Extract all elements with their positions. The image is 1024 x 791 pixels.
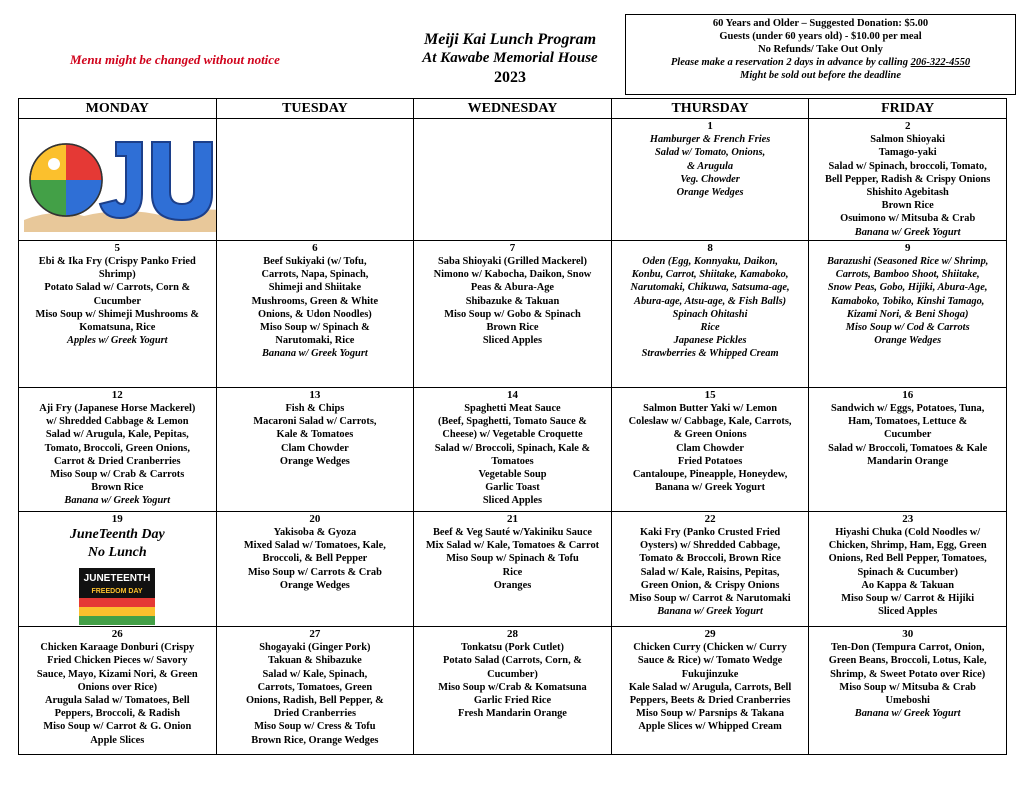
day-cell: [19, 240, 217, 387]
menu-item: Kamaboko, Tobiko, Kinshi Tamago,: [830, 295, 985, 307]
menu-item: Mixed Salad w/ Tomatoes, Kale,: [243, 540, 386, 552]
program-location: At Kawabe Memorial House: [422, 50, 598, 66]
menu-item: Beef & Veg Sauté w/Yakiniku Sauce: [432, 527, 593, 539]
menu-item: Miso Soup w/ Cress & Tofu: [254, 721, 376, 733]
day-cell: [809, 387, 1007, 511]
menu-item: Salmon Shioyaki: [870, 134, 946, 146]
menu-item: Potato Salad w/ Carrots, Corn &: [44, 282, 191, 294]
june-letters: [100, 142, 216, 220]
day-number: 28: [506, 628, 518, 641]
day-cell: [414, 240, 612, 387]
menu-item: Clam Chowder: [280, 442, 349, 454]
menu-item: Barazushi (Seasoned Rice w/ Shrimp,: [826, 256, 989, 268]
menu-item: Arugula Salad w/ Tomatoes, Bell: [44, 695, 190, 707]
menu-item: Shibazuke & Takuan: [465, 295, 560, 307]
day-cell: [414, 119, 612, 241]
menu-item: Yakisoba & Gyoza: [273, 527, 357, 539]
day-cell: [216, 240, 414, 387]
reservation-text: Please make a reservation 2 days in advance by calling: [670, 57, 911, 68]
menu-item: Green Beans, Broccoli, Lotus, Kale,: [828, 655, 987, 667]
menu-item-dessert: Banana w/ Greek Yogurt: [262, 348, 368, 360]
menu-item: Shrimp): [98, 269, 136, 281]
menu-item: Orange Wedges: [676, 187, 744, 199]
menu-item: Tomato, Broccoli, Green Onions,: [44, 442, 190, 454]
menu-item: Tomato & Broccoli, Brown Rice: [639, 553, 781, 565]
menu-item: Salad w/ Broccoli, Spinach, Kale &: [434, 442, 591, 454]
menu-item: Vegetable Soup: [478, 469, 547, 481]
menu-item: Sandwich w/ Eggs, Potatoes, Tuna,: [831, 403, 985, 415]
weekday-header: FRIDAY: [809, 99, 1007, 119]
weekday-header: MONDAY: [19, 99, 217, 119]
menu-item: Banana w/ Greek Yogurt: [655, 482, 766, 494]
menu-item: Apple Slices: [90, 734, 145, 746]
menu-item: Konbu, Carrot, Shiitake, Kamaboko,: [631, 269, 789, 281]
menu-item: Green Onion, & Crispy Onions: [640, 579, 780, 591]
menu-item: Miso Soup w/ Mitsuba & Crab: [839, 681, 976, 693]
menu-item: Tonkatsu (Pork Cutlet): [461, 642, 564, 654]
day-cell: [414, 627, 612, 755]
menu-item: Spaghetti Meat Sauce: [464, 403, 561, 415]
day-number: 16: [902, 388, 914, 401]
menu-item: Miso Soup w/ Parsnips & Takana: [636, 708, 785, 720]
menu-item: Komatsuna, Rice: [79, 322, 156, 334]
menu-item: Miso Soup w/ Carrots & Crab: [247, 566, 382, 578]
day-number: 5: [114, 241, 121, 254]
menu-item: Macaroni Salad w/ Carrots,: [253, 416, 377, 428]
day-cell: [216, 387, 414, 511]
menu-item: Narutomaki, Rice: [275, 335, 355, 347]
donation-line-seniors: 60 Years and Older – Suggested Donation: $5.00: [712, 18, 929, 29]
calendar-week-row: [19, 240, 1007, 387]
day-cell: [19, 627, 217, 755]
day-cell: [19, 119, 217, 241]
reservation-phone: 206-322-4550: [910, 57, 971, 68]
calendar-week-row: [19, 627, 1007, 755]
menu-item: Shrimp, & Sweet Potato over Rice): [830, 668, 986, 680]
menu-item: Cucumber: [93, 295, 141, 307]
menu-item: Shishito Agebitash: [866, 187, 949, 199]
no-lunch-label: No Lunch: [87, 545, 147, 561]
menu-item: Osuimono w/ Mitsuba & Crab: [840, 213, 976, 225]
menu-item: Tamago-yaki: [878, 147, 937, 159]
day-number: 7: [509, 241, 516, 254]
menu-item: Miso Soup w/ Cod & Carrots: [845, 322, 970, 334]
menu-item: Hamburger & French Fries: [649, 134, 771, 146]
menu-item: Veg. Chowder: [680, 173, 740, 185]
day-number: 15: [704, 388, 716, 401]
day-number: 9: [904, 241, 911, 254]
day-cell: [611, 119, 809, 241]
day-cell: [809, 627, 1007, 755]
menu-item: Orange Wedges: [279, 455, 350, 467]
menu-item: Orange Wedges: [874, 335, 942, 347]
menu-item: Miso Soup w/ Spinach &: [260, 322, 370, 334]
menu-item: Orange Wedges: [279, 579, 350, 591]
program-year: 2023: [494, 69, 526, 86]
menu-item: Garlic Toast: [485, 482, 540, 494]
day-number: 21: [506, 512, 518, 525]
menu-item: Coleslaw w/ Cabbage, Kale, Carrots,: [628, 416, 792, 428]
menu-item: Carrots, Bamboo Shoot, Shiitake,: [835, 269, 980, 281]
menu-item: Mix Salad w/ Kale, Tomatoes & Carrot: [425, 540, 600, 552]
day-cell: [809, 119, 1007, 241]
menu-item: Snow Peas, Gobo, Hijiki, Abura-Age,: [827, 282, 988, 294]
menu-item: & Arugula: [687, 160, 734, 172]
day-number: 30: [902, 628, 914, 641]
day-number: 1: [707, 120, 713, 132]
menu-item: Brown Rice: [486, 322, 539, 334]
menu-item: Rice: [700, 322, 720, 334]
menu-item: Peppers, Broccoli, & Radish: [54, 708, 180, 720]
menu-item: Kizami Nori, & Beni Shoga): [846, 308, 969, 320]
weekday-header: WEDNESDAY: [414, 99, 612, 119]
menu-item: Strawberries & Whipped Cream: [641, 348, 779, 360]
menu-item: Miso Soup w/ Shimeji Mushrooms &: [35, 308, 200, 320]
menu-item: Miso Soup w/ Spinach & Tofu: [446, 553, 579, 565]
day-cell: [809, 511, 1007, 626]
menu-item: Peppers, Beets & Dried Cranberries: [629, 695, 791, 707]
menu-item-dessert: Banana w/ Greek Yogurt: [854, 226, 961, 238]
day-number: 12: [111, 388, 123, 401]
menu-item: Saba Shioyaki (Grilled Mackerel): [437, 256, 587, 268]
day-cell: [611, 511, 809, 626]
freedom-day-word: FREEDOM DAY: [91, 588, 143, 596]
menu-item: Onions, & Udon Noodles): [258, 308, 372, 320]
menu-item: Sauce, Mayo, Kizami Nori, & Green: [36, 668, 198, 680]
menu-item: Chicken Karaage Donburi (Crispy: [40, 642, 195, 654]
menu-item: Rice: [502, 566, 523, 578]
day-number: 6: [312, 241, 318, 254]
menu-item: Ham, Tomatoes, Lettuce &: [848, 416, 968, 428]
menu-item: Nimono w/ Kabocha, Daikon, Snow: [433, 269, 592, 281]
menu-item: Miso Soup w/ Gobo & Spinach: [444, 308, 581, 320]
day-number: 8: [707, 241, 713, 254]
menu-item: Tomatoes: [491, 455, 534, 467]
day-number: 23: [902, 512, 914, 525]
day-cell: [216, 511, 414, 626]
day-cell: [611, 627, 809, 755]
menu-item: Salmon Butter Yaki w/ Lemon: [643, 403, 778, 415]
donation-info-box: [625, 14, 1016, 95]
menu-item: Cucumber: [884, 429, 932, 441]
menu-item: Shimeji and Shiitake: [268, 282, 362, 294]
calendar-body: [19, 119, 1007, 755]
menu-item: Salad w/ Kale, Raisins, Pepitas,: [640, 566, 780, 578]
menu-item: Aji Fry (Japanese Horse Mackerel): [39, 403, 196, 415]
day-cell: [19, 511, 217, 626]
day-number: 26: [111, 628, 123, 641]
holiday-name: JuneTeenth Day: [69, 527, 165, 543]
menu-item: Takuan & Shibazuke: [268, 655, 362, 667]
menu-item: Garlic Fried Rice: [473, 695, 552, 707]
menu-item: Onions, Red Bell Pepper, Tomatoes,: [828, 553, 987, 565]
menu-item: Apple Slices w/ Whipped Cream: [638, 721, 782, 733]
menu-item: Fukujinzuke: [681, 668, 739, 680]
menu-item: Peas & Abura-Age: [470, 282, 555, 294]
weekday-header-row: [19, 99, 1007, 119]
menu-item: Fried Potatoes: [677, 455, 743, 467]
menu-item: Oysters) w/ Shredded Cabbage,: [640, 540, 781, 552]
day-cell: [216, 119, 414, 241]
day-number: 19: [111, 512, 123, 525]
menu-item: Potato Salad (Carrots, Corn, &: [443, 655, 582, 667]
menu-item: Spinach & Cucumber): [857, 566, 958, 578]
menu-item: Clam Chowder: [676, 442, 744, 454]
menu-item: Ten-Don (Tempura Carrot, Onion,: [830, 642, 985, 654]
menu-item: Brown Rice: [881, 200, 934, 212]
menu-item: Narutomaki, Chikuwa, Satsuma-age,: [630, 282, 790, 294]
menu-item: Beef Sukiyaki (w/ Tofu,: [263, 256, 367, 268]
menu-item: Sliced Apples: [482, 335, 543, 347]
menu-item: Miso Soup w/ Carrot & Narutomaki: [629, 593, 791, 605]
day-cell: [611, 240, 809, 387]
juneteenth-flag-icon: [79, 568, 155, 625]
calendar-week-row: [19, 387, 1007, 511]
day-cell: [216, 627, 414, 755]
menu-item: Mandarin Orange: [867, 455, 949, 467]
menu-item: Miso Soup w/ Carrot & Hijiki: [841, 593, 975, 605]
day-number: 20: [309, 512, 321, 525]
menu-item: Brown Rice: [91, 482, 144, 494]
menu-item: Sliced Apples: [482, 495, 543, 507]
menu-item: Kale Salad w/ Arugula, Carrots, Bell: [628, 681, 792, 693]
menu-item: Dried Cranberries: [273, 708, 357, 720]
weekday-header: THURSDAY: [611, 99, 809, 119]
menu-item: & Green Onions: [673, 429, 747, 441]
menu-item: w/ Shredded Cabbage & Lemon: [46, 416, 189, 428]
day-cell: [611, 387, 809, 511]
menu-item: Shogayaki (Ginger Pork): [259, 642, 371, 654]
weekday-header: TUESDAY: [216, 99, 414, 119]
program-title: Meiji Kai Lunch Program: [423, 31, 597, 48]
day-cell: [414, 387, 612, 511]
menu-item: Salad w/ Tomato, Onions,: [654, 147, 766, 159]
menu-item: Oden (Egg, Konnyaku, Daikon,: [642, 256, 778, 268]
menu-item: Abura-age, Atsu-age, & Fish Balls): [634, 295, 787, 307]
menu-item: Onions, Radish, Bell Pepper, &: [245, 695, 384, 707]
menu-change-notice: Menu might be changed without notice: [70, 52, 280, 67]
june-artwork: [22, 120, 213, 230]
beach-ball-icon: [30, 144, 102, 216]
day-cell: [19, 387, 217, 511]
menu-item: Salad w/ Kale, Spinach,: [262, 668, 368, 680]
menu-item: Cantaloupe, Pineapple, Honeydew,: [632, 469, 788, 481]
calendar-week-row: [19, 119, 1007, 241]
menu-item: Kale & Tomatoes: [276, 429, 354, 441]
menu-item: Chicken, Shrimp, Ham, Egg, Green: [828, 540, 987, 552]
menu-item: Salad w/ Broccoli, Tomatoes & Kale: [828, 442, 988, 454]
day-number: 13: [309, 388, 321, 401]
menu-item: Fresh Mandarin Orange: [458, 708, 567, 720]
menu-item: Broccoli, & Bell Pepper: [262, 553, 368, 565]
menu-item: Salad w/ Spinach, broccoli, Tomato,: [828, 160, 987, 172]
menu-item: Chicken Curry (Chicken w/ Curry: [633, 642, 787, 654]
menu-item: Japanese Pickles: [673, 335, 747, 347]
menu-item: Kaki Fry (Panko Crusted Fried: [639, 527, 781, 539]
june-illustration: [24, 128, 216, 232]
menu-item: Oranges: [493, 579, 532, 591]
donation-line-soldout: Might be sold out before the deadline: [740, 70, 901, 81]
menu-item: Carrots, Tomatoes, Green: [257, 681, 373, 693]
menu-item: Miso Soup w/Crab & Komatsuna: [438, 681, 587, 693]
menu-item: Cheese) w/ Vegetable Croquette: [442, 429, 583, 441]
lunch-calendar: [18, 98, 1007, 755]
day-cell: [414, 511, 612, 626]
day-cell: [809, 240, 1007, 387]
menu-item: Umeboshi: [885, 695, 930, 707]
menu-item: Miso Soup w/ Carrot & G. Onion: [43, 721, 192, 733]
menu-item: Carrots, Napa, Spinach,: [261, 269, 369, 281]
day-number: 27: [309, 628, 321, 641]
menu-item-dessert: Banana w/ Greek Yogurt: [657, 606, 763, 618]
menu-item: Mushrooms, Green & White: [251, 295, 379, 307]
menu-item: Cucumber): [487, 668, 538, 680]
day-number: 22: [704, 512, 716, 525]
menu-item: Sliced Apples: [878, 606, 938, 618]
menu-item-dessert: Banana w/ Greek Yogurt: [854, 708, 961, 720]
menu-item: Bell Pepper, Radish & Crispy Onions: [825, 173, 991, 185]
day-number: 14: [506, 388, 518, 401]
menu-item: Ao Kappa & Takuan: [861, 579, 955, 591]
day-number: 2: [904, 120, 911, 132]
donation-line-reservation: [626, 56, 1015, 69]
calendar-week-row: [19, 511, 1007, 626]
menu-item: Brown Rice, Orange Wedges: [251, 734, 379, 746]
menu-item: Onions over Rice): [77, 681, 158, 693]
menu-item-dessert: Banana w/ Greek Yogurt: [64, 495, 171, 507]
menu-item: Sauce & Rice) w/ Tomato Wedge: [637, 655, 783, 667]
menu-item: Salad w/ Arugula, Kale, Pepitas,: [45, 429, 189, 441]
menu-item: Ebi & Ika Fry (Crispy Panko Fried: [38, 256, 196, 268]
menu-item: (Beef, Spaghetti, Tomato Sauce &: [438, 416, 587, 428]
menu-item: Miso Soup w/ Crab & Carrots: [50, 469, 185, 481]
donation-line-guests: Guests (under 60 years old) - $10.00 per meal: [719, 31, 922, 42]
day-number: 29: [704, 628, 716, 641]
menu-item: Spinach Ohitashi: [672, 308, 748, 320]
menu-item: Carrot & Dried Cranberries: [54, 455, 181, 467]
juneteenth-word: JUNETEENTH: [83, 573, 151, 585]
menu-item: Hiyashi Chuka (Cold Noodles w/: [835, 527, 981, 539]
menu-item-dessert: Apples w/ Greek Yogurt: [67, 335, 168, 347]
donation-line-policy: No Refunds/ Take Out Only: [758, 44, 883, 55]
menu-item: Fried Chicken Pieces w/ Savory: [47, 655, 188, 667]
menu-item: Fish & Chips: [285, 403, 345, 415]
program-title-block: [400, 30, 620, 87]
